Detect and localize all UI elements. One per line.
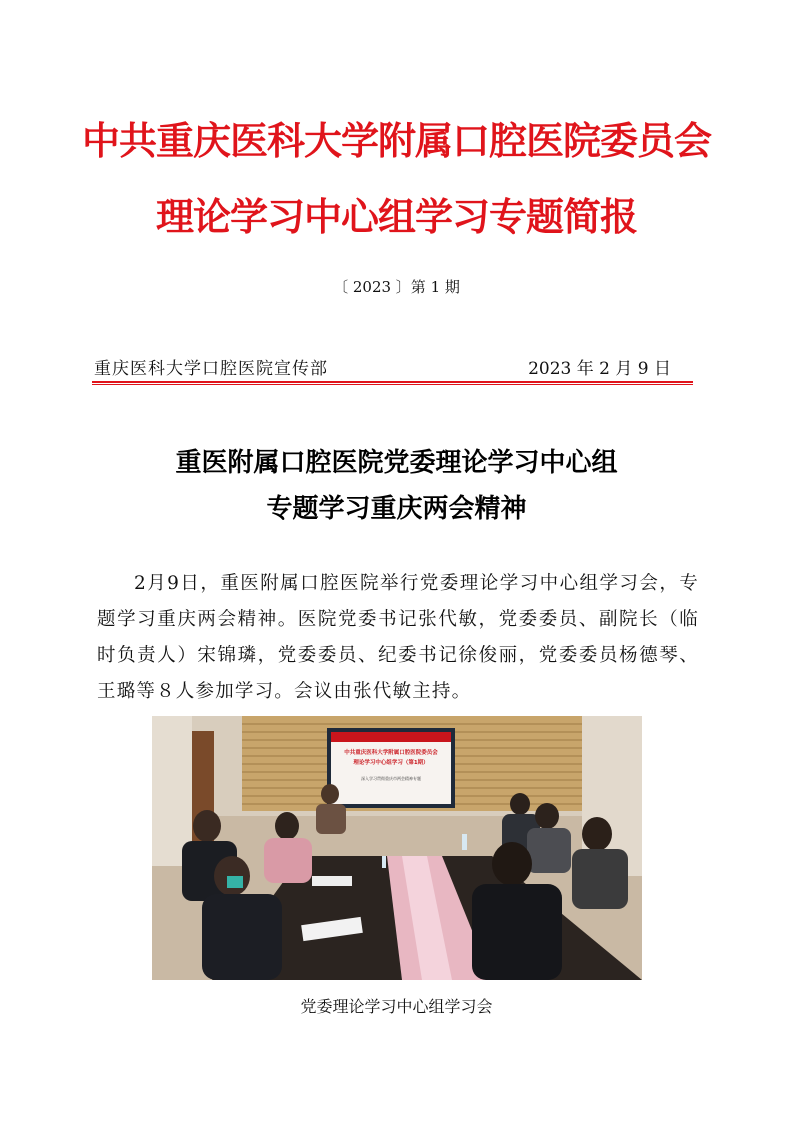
article-headline-line1: 重医附属口腔医院党委理论学习中心组 (175, 448, 618, 478)
publisher-department: 重庆医科大学口腔医院宣传部 (94, 359, 328, 379)
article-body: 2月9日，重医附属口腔医院举行党委理论学习中心组学习会，专题学习重庆两会精神。医院党委书记张代敏，党委委员、副院长（临时负责人）宋锦璘，党委委员、纪委书记徐俊丽，党委委员杨德琴、王璐等８人参加学习。会议由张代敏主持。 (97, 573, 699, 702)
issue-number: 〔 2023 〕第 1 期 (333, 278, 460, 296)
screen-text-line1: 中共重庆医科大学附属口腔医院委员会 (344, 750, 438, 756)
publish-date: 2023 年 2 月 9 日 (528, 359, 671, 379)
photo-caption: 党委理论学习中心组学习会 (300, 997, 493, 1016)
header-divider (92, 381, 693, 383)
masthead-title-line1: 中共重庆医科大学附属口腔医院委员会 (81, 119, 711, 163)
screen-text-line3: 深入学习贯彻重庆市两会精神专题 (361, 776, 421, 781)
masthead-title-line2: 理论学习中心组学习专题简报 (155, 195, 637, 239)
screen-text-line2: 理论学习中心组学习（第1期） (353, 760, 429, 766)
article-headline-line2: 专题学习重庆两会精神 (266, 494, 527, 524)
header-divider-thin (92, 384, 693, 385)
meeting-photo (152, 716, 642, 980)
